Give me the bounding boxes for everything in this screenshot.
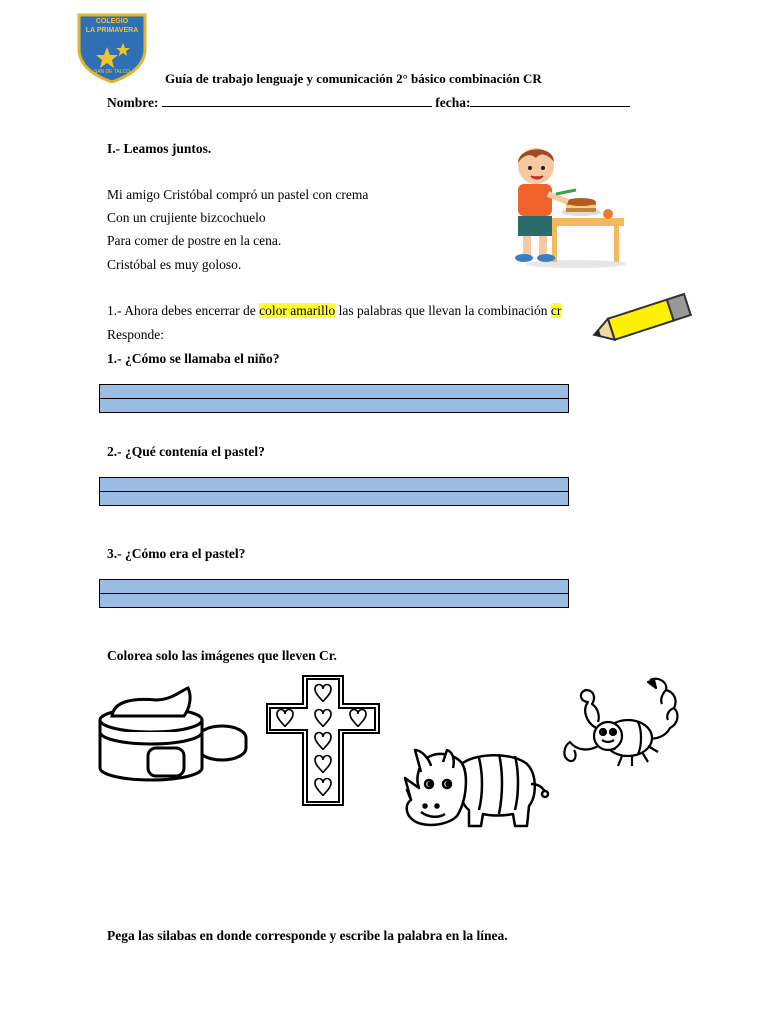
section-heading: I.- Leamos juntos. [107, 141, 212, 156]
responde-label: Responde: [107, 327, 164, 342]
question-1: 1.- ¿Cómo se llamaba el niño? [107, 351, 280, 366]
name-label: Nombre: [107, 95, 159, 110]
poem-line: Con un crujiente bizcochuelo [107, 210, 266, 225]
logo-line2: LA PRIMAVERA [85, 27, 139, 34]
answer-box-2[interactable] [99, 477, 569, 506]
pencil-illustration [588, 290, 698, 350]
poem-line: Cristóbal es muy goloso. [107, 257, 242, 272]
instruction-before: 1.- Ahora debes encerrar de [107, 303, 260, 318]
rhinoceros-image[interactable] [403, 744, 551, 832]
question-3: 3.- ¿Cómo era el pastel? [107, 546, 246, 561]
instruction-highlight-end: cr [550, 303, 562, 318]
name-date-row [107, 95, 630, 111]
question-2: 2.- ¿Qué contenía el pastel? [107, 444, 265, 459]
pega-instruction: Pega las silabas en donde corresponde y escribe la palabra en la línea. [107, 928, 508, 943]
colorea-instruction: Colorea solo las imágenes que lleven Cr. [107, 648, 337, 663]
date-label: fecha: [435, 95, 471, 110]
boy-cake-illustration [496, 138, 626, 268]
logo-line1: COLEGIO [95, 18, 129, 25]
cream-jar-image[interactable] [96, 686, 252, 782]
cross-image[interactable] [265, 675, 381, 807]
instruction-after: las palabras que llevan la combinación [335, 303, 551, 318]
school-logo [77, 13, 147, 83]
instruction-highlight: color amarillo [259, 303, 336, 318]
logo-line3: SAN DE TALCO [93, 69, 131, 75]
poem-line: Para comer de postre en la cena. [107, 233, 282, 248]
date-field[interactable] [470, 95, 630, 107]
instruction-line [107, 303, 561, 319]
page-title: Guía de trabajo lenguaje y comunicación 2° básico combinación CR [165, 71, 542, 86]
scorpion-image[interactable] [562, 676, 686, 768]
name-field[interactable] [162, 95, 432, 107]
answer-box-1[interactable] [99, 384, 569, 413]
answer-box-3[interactable] [99, 579, 569, 608]
poem-line: Mi amigo Cristóbal compró un pastel con crema [107, 187, 369, 202]
